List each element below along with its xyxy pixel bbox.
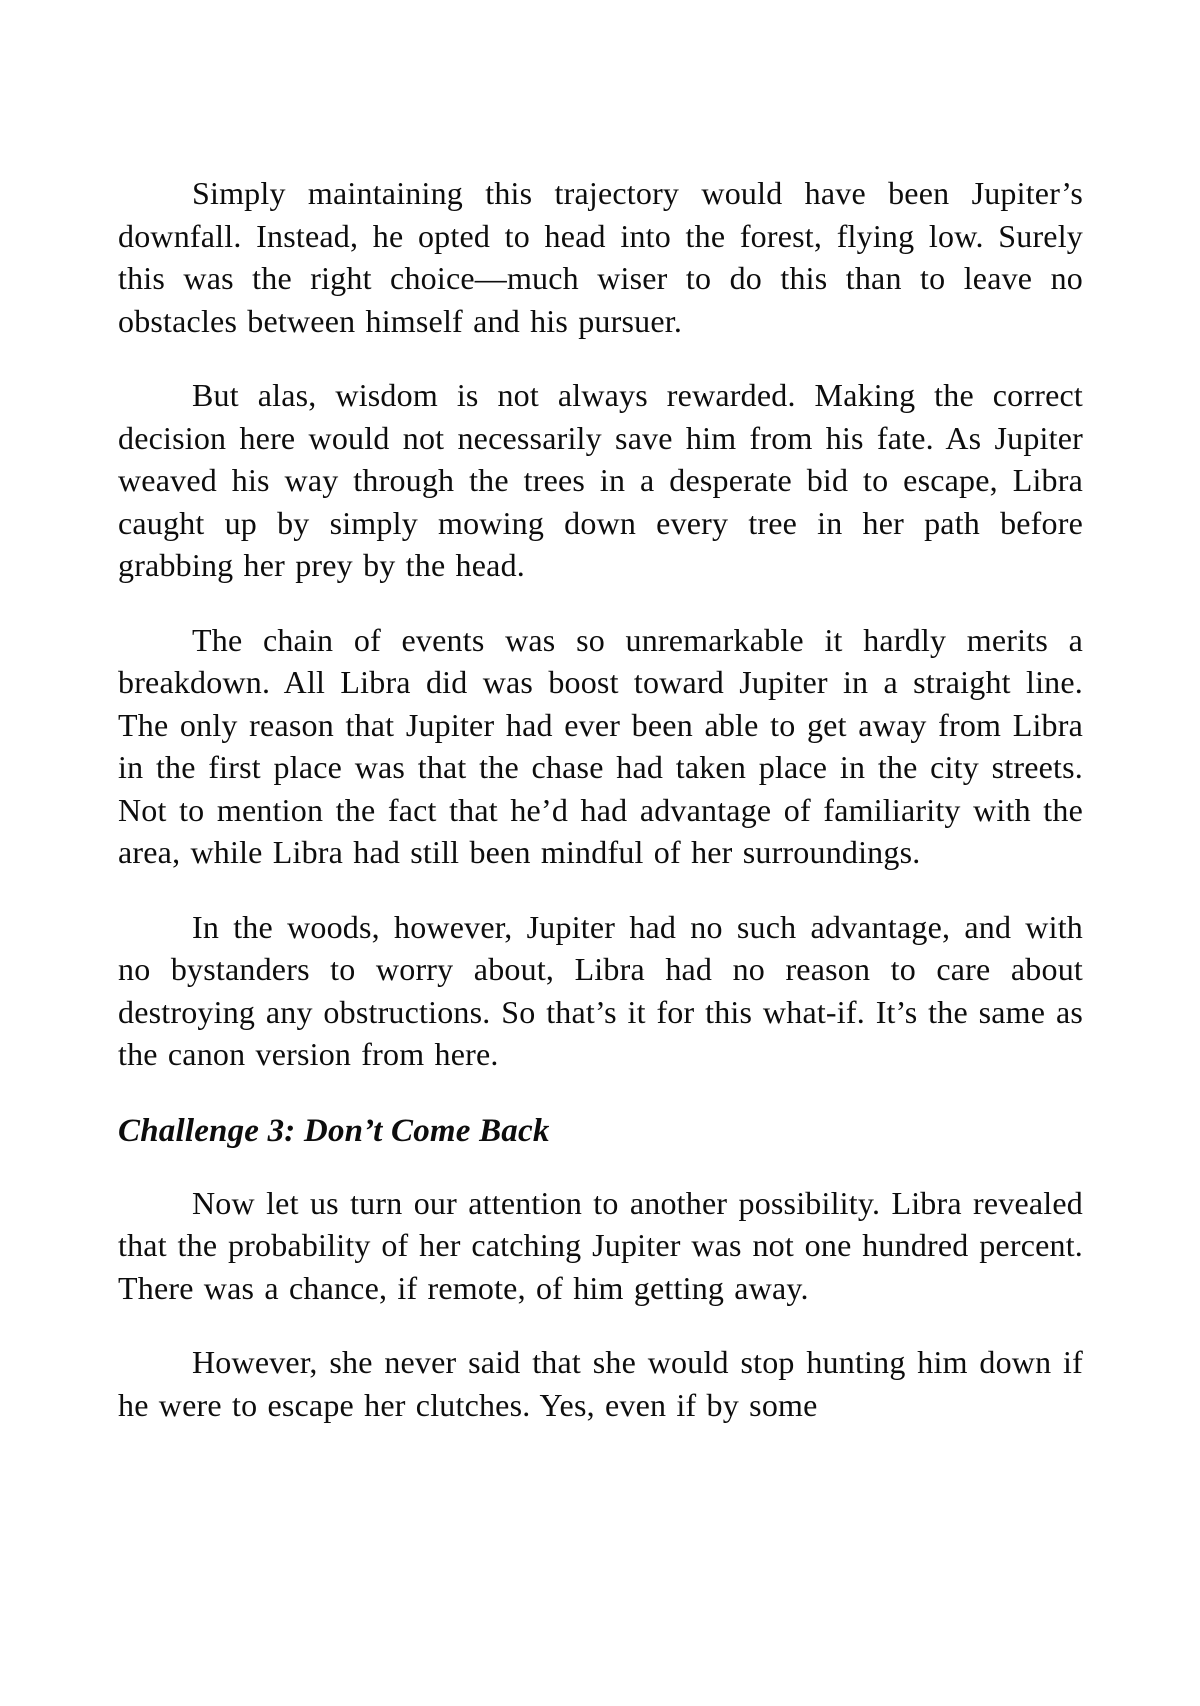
body-paragraph: Simply maintaining this trajectory would have been Jupiter’s downfall. Instead, he opted to head into the forest, flying low. Surely this was the right choice—much wiser to do this than to leave no obstacles between himself and his pursuer. (118, 175, 1083, 339)
body-paragraph: But alas, wisdom is not always rewarded. Making the correct decision here would not necessarily save him from his fate. As Jupiter weaved his way through the trees in a desperate bid to escape, Libra caught up by simply mowing down every tree in her path before grabbing her prey by the head. (118, 377, 1083, 583)
body-paragraph: However, she never said that she would stop hunting him down if he were to escape her clutches. Yes, even if by some (118, 1344, 1083, 1423)
section-heading: Challenge 3: Don’t Come Back (118, 1112, 550, 1149)
body-paragraph: Now let us turn our attention to another possibility. Libra revealed that the probability of her catching Jupiter was not one hundred percent. There was a chance, if remote, of him getting away. (118, 1184, 1083, 1306)
body-paragraph: In the woods, however, Jupiter had no such advantage, and with no bystanders to worry about, Libra had no reason to care about destroying any obstructions. So that’s it for this what-if. It’s the same as the canon version from here. (118, 908, 1083, 1072)
body-paragraph: The chain of events was so unremarkable it hardly merits a breakdown. All Libra did was boost toward Jupiter in a straight line. The only reason that Jupiter had ever been able to get away from Libra in the first place was that the chase had taken place in the city streets. Not to mention the fact that he’d had advantage of familiarity with the area, while Libra had still been mindful of her surroundings. (118, 621, 1083, 870)
